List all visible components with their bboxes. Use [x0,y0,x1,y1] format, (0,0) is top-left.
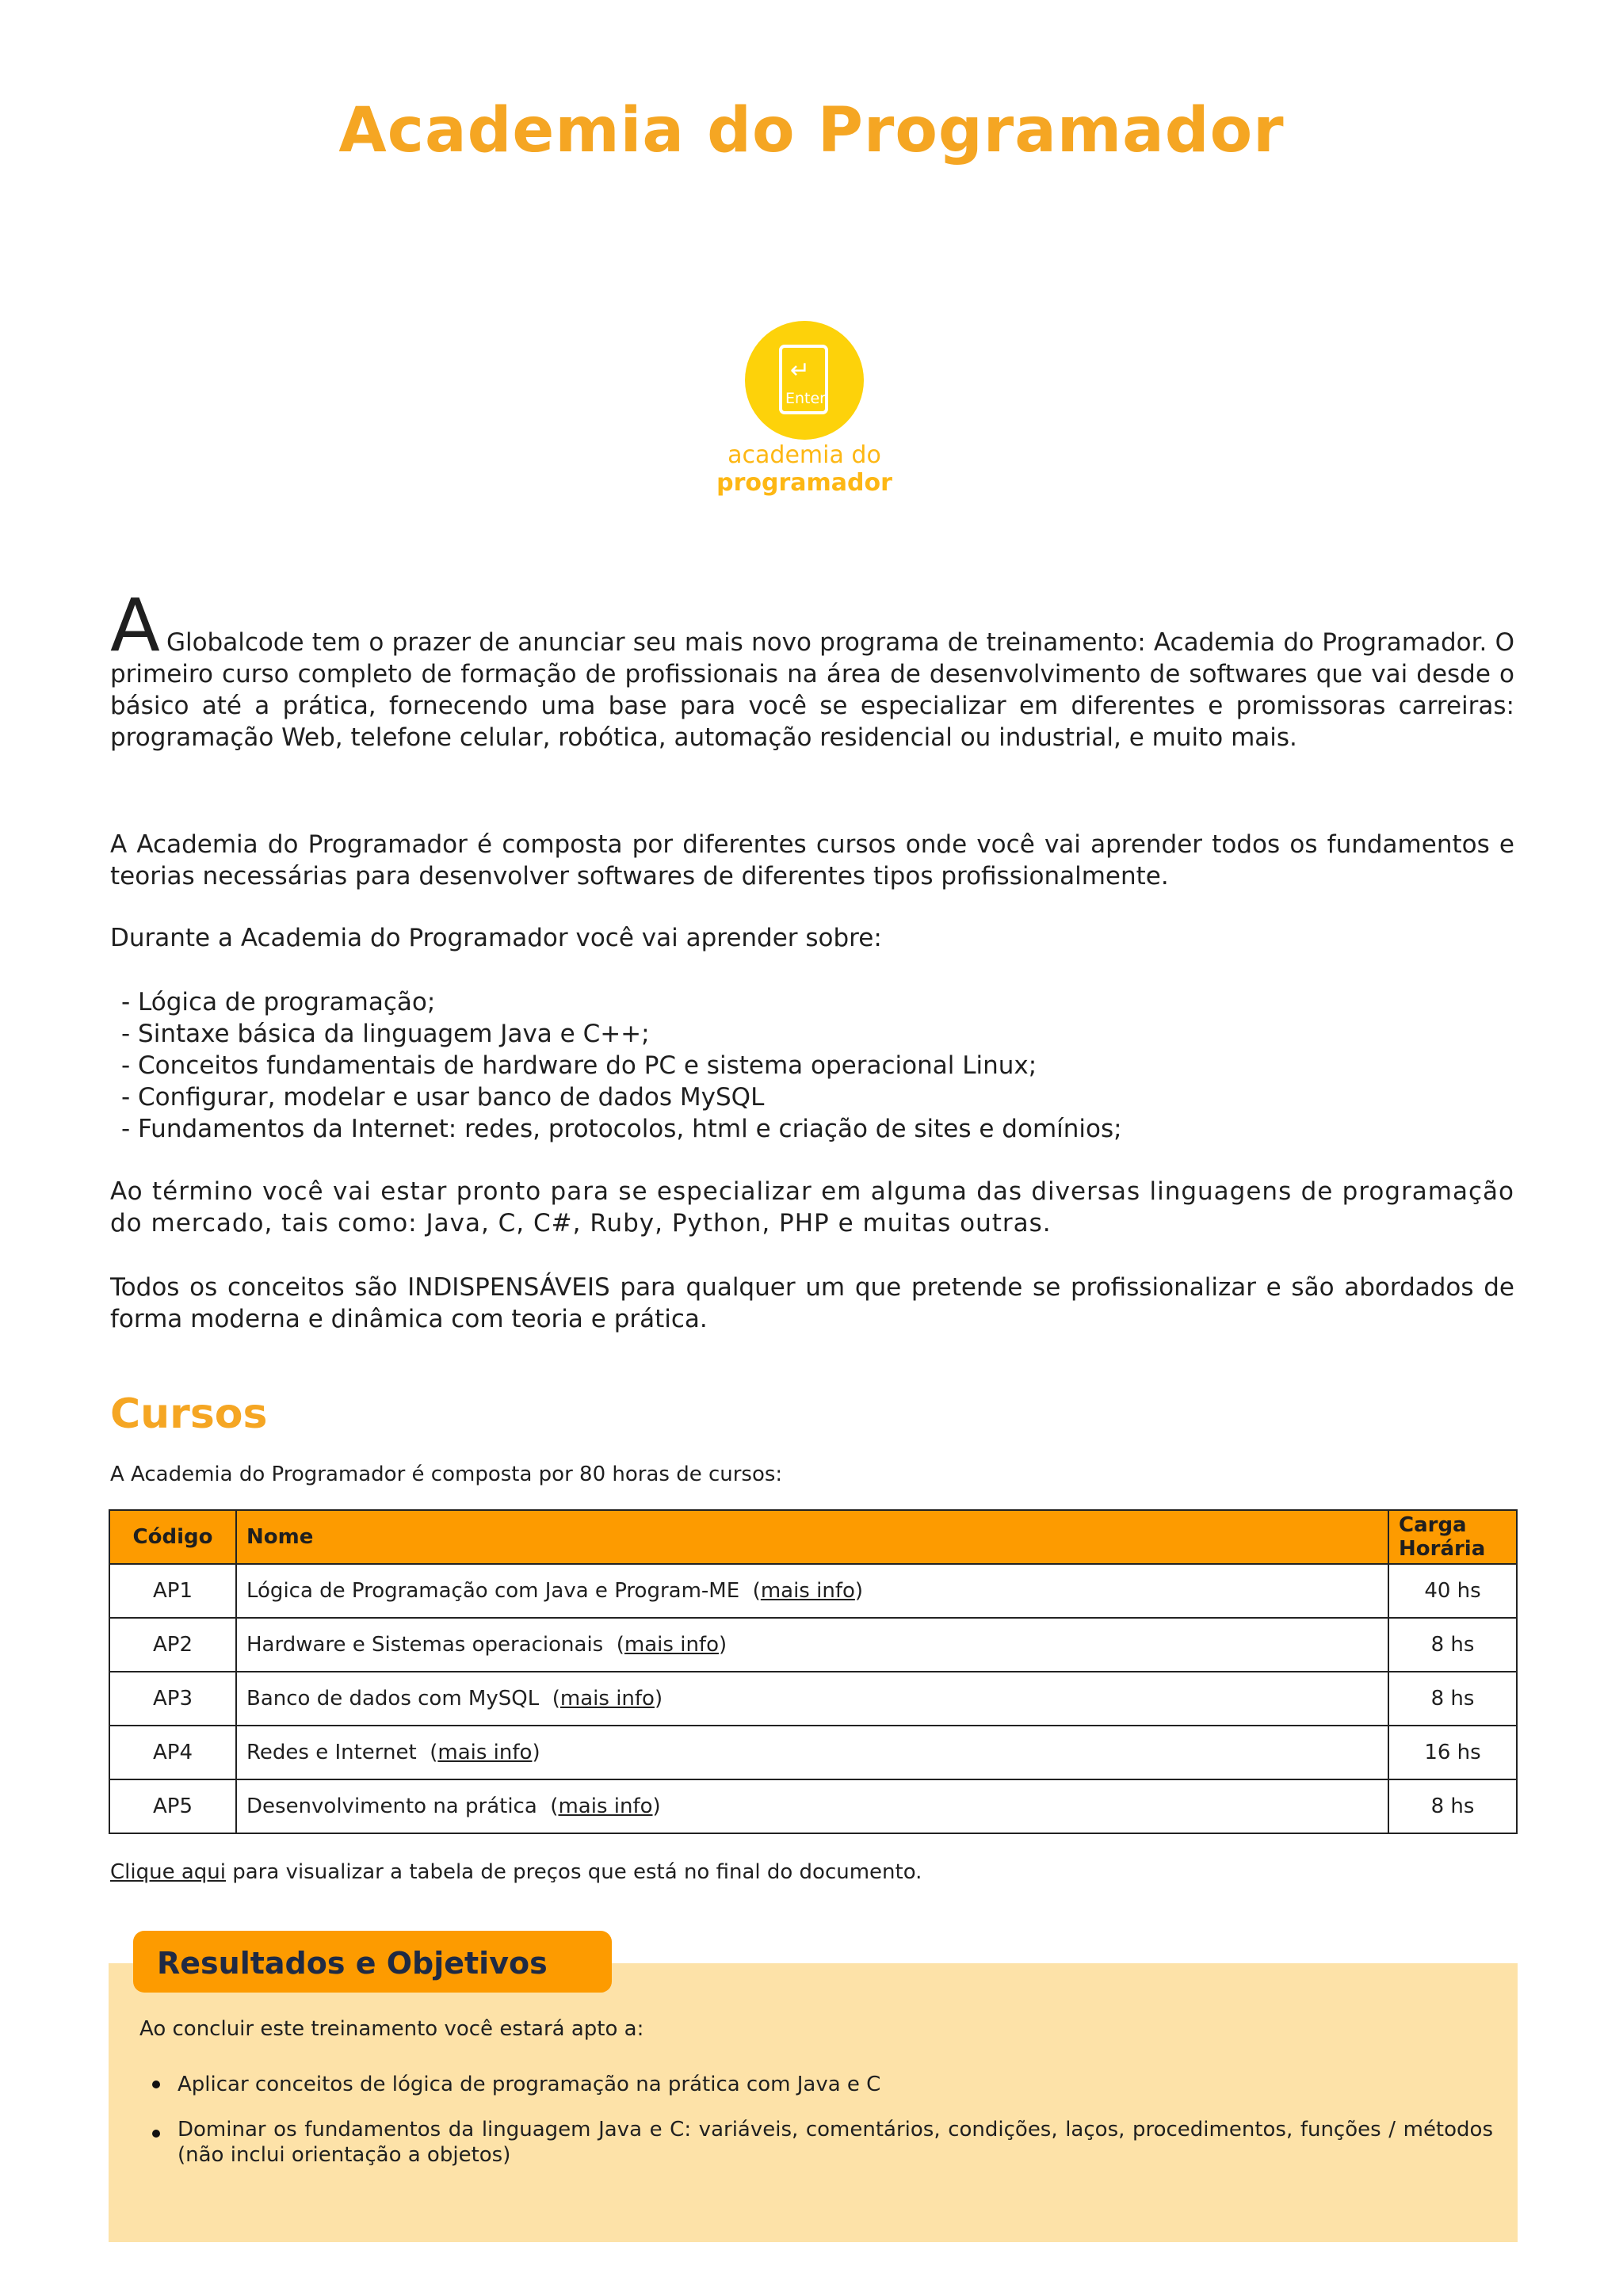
return-arrow-icon: ↵ [790,357,811,384]
paragraph-composition: A Academia do Programador é composta por diferentes cursos onde você vai aprender todos os fundamentos e teorias necessárias para desenvolver softwares de diferentes tipos profissionalmente. [110,830,1514,891]
course-hours: 8 hs [1388,1618,1517,1672]
intro-paragraph [110,583,1514,753]
courses-table [109,1509,1518,1834]
price-note [110,1860,922,1884]
course-name-cell: Desenvolvimento na prática (mais info) [236,1779,1388,1833]
course-name: Desenvolvimento na prática [246,1794,537,1818]
courses-heading: Cursos [110,1390,268,1438]
key-label: Enter [785,390,826,407]
course-name: Lógica de Programação com Java e Program-ME [246,1579,740,1603]
course-code: AP4 [109,1726,236,1779]
course-name-cell: Redes e Internet (mais info) [236,1726,1388,1779]
course-name-cell: Banco de dados com MySQL (mais info) [236,1672,1388,1726]
courses-lead: A Academia do Programador é composta por 80 horas de cursos: [110,1463,783,1486]
course-name: Hardware e Sistemas operacionais [246,1633,604,1657]
bullet-icon [152,2081,160,2088]
course-code: AP1 [109,1564,236,1618]
price-table-link[interactable]: Clique aqui [110,1860,226,1884]
academia-logo [709,317,915,507]
table-row [109,1779,1517,1833]
results-title: Resultados e Objetivos [157,1946,548,1981]
course-name-cell: Lógica de Programação com Java e Program-ME (mais info) [236,1564,1388,1618]
paragraph-concepts: Todos os conceitos são INDISPENSÁVEIS para qualquer um que pretende se profissionalizar e são abordados de forma moderna e dinâmica com teoria e prática. [110,1273,1514,1333]
header-hours-line1: Carga [1399,1513,1467,1537]
intro-text: Globalcode tem o prazer de anunciar seu mais novo programa de treinamento: Academia do Programador. O primeiro curso completo de formação de profissionais na área de desenvolvimento de softwares que vai desde o básico até a prática, fornecendo uma base para você se especializar em diferentes e promissoras carreiras: programação Web, telefone celular, robótica, automação residencial ou industrial, e muito mais. [110,628,1514,752]
list-item: - Lógica de programação; [121,988,436,1016]
course-code: AP2 [109,1618,236,1672]
paragraph-languages: Ao término você vai estar pronto para se especializar em alguma das diversas linguagens de programação do mercado, tais como: Java, C, C#, Ruby, Python, PHP e muitas outras. [110,1177,1514,1238]
header-hours [1388,1510,1517,1564]
course-name: Redes e Internet [246,1741,417,1764]
course-code: AP3 [109,1672,236,1726]
logo-brand-line1: academia do [727,441,881,469]
more-info-link[interactable]: mais info [558,1794,653,1818]
price-note-text: para visualizar a tabela de preços que está no final do documento. [225,1860,922,1884]
course-hours: 8 hs [1388,1672,1517,1726]
more-info-link[interactable]: mais info [624,1633,719,1657]
list-item: - Sintaxe básica da linguagem Java e C++; [121,1020,650,1048]
enter-key-icon [745,321,864,440]
more-info-link[interactable]: mais info [760,1579,855,1603]
key-shape [779,345,828,414]
list-item: - Configurar, modelar e usar banco de dados MySQL [121,1083,765,1112]
table-row [109,1672,1517,1726]
course-hours: 40 hs [1388,1564,1517,1618]
objective-item: Dominar os fundamentos da linguagem Java e C: variáveis, comentários, condições, laços, procedimentos, funções / métodos (não inclui orientação a objetos) [178,2118,1493,2167]
more-info-link[interactable]: mais info [437,1741,533,1764]
page-title: Academia do Programador [338,95,1285,166]
table-row [109,1618,1517,1672]
bullet-icon [152,2130,160,2138]
course-name: Banco de dados com MySQL [246,1687,540,1711]
table-header-row [109,1510,1517,1564]
header-hours-line2: Horária [1399,1537,1486,1561]
table-row [109,1564,1517,1618]
dropcap: A [110,583,160,668]
table-row [109,1726,1517,1779]
course-name-cell: Hardware e Sistemas operacionais (mais info) [236,1618,1388,1672]
paragraph-learn-intro: Durante a Academia do Programador você vai aprender sobre: [110,924,882,952]
results-lead: Ao concluir este treinamento você estará apto a: [139,2017,644,2041]
header-name: Nome [236,1510,1388,1564]
logo-brand-line2: programador [716,469,892,497]
list-item: - Fundamentos da Internet: redes, protocolos, html e criação de sites e domínios; [121,1115,1122,1143]
course-hours: 16 hs [1388,1726,1517,1779]
results-section [109,1963,1518,2242]
list-item: - Conceitos fundamentais de hardware do PC e sistema operacional Linux; [121,1051,1037,1080]
more-info-link[interactable]: mais info [559,1687,655,1711]
header-code: Código [109,1510,236,1564]
course-hours: 8 hs [1388,1779,1517,1833]
topics-list [121,986,1122,1145]
objective-item: Aplicar conceitos de lógica de programação na prática com Java e C [178,2073,881,2096]
course-code: AP5 [109,1779,236,1833]
